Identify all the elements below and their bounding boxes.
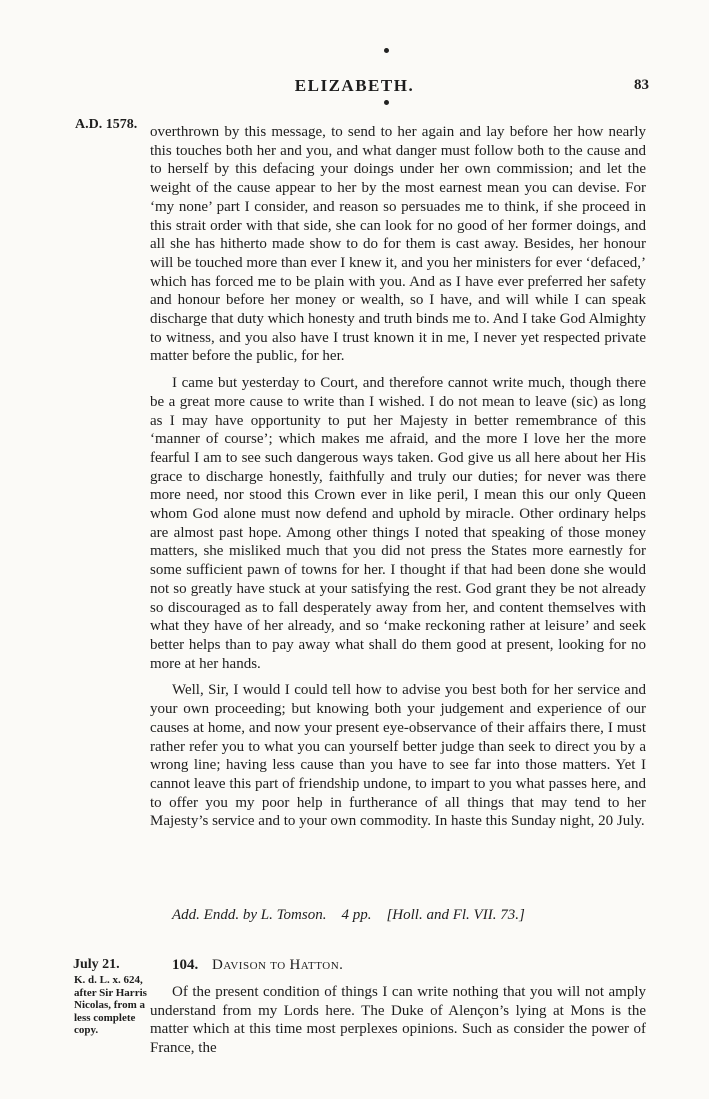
margin-year: A.D. 1578.	[75, 117, 138, 132]
paragraph: Well, Sir, I would I could tell how to advise you best both for her service and your own proceeding; but knowing both your judgement and experience of our causes at home, and now your present eye-observance of their affairs there, I must rather refer you to what you can yourself better judge than seek to direct you by a wrong line; having less cause than you have to see far into those matters. Yet I cannot leave this part of friendship undone, to impart to you what passes here, and to offer you my poor help in furtherance of all things that may tend to her Majesty’s service and to your own commodity. In haste this Sunday night, 20 July.	[150, 682, 646, 830]
letter-to-word: to	[270, 957, 286, 973]
page-number: 83	[634, 77, 649, 93]
running-title: ELIZABETH.	[294, 76, 415, 95]
printer-mark-icon	[384, 48, 389, 53]
letter-to: Hatton.	[289, 957, 344, 973]
source-reference: [Holl. and Fl. VII. 73.]	[386, 907, 525, 923]
letter-number: 104.	[172, 957, 199, 973]
letter-from: Davison	[212, 957, 267, 973]
margin-source-note: K. d. L. x. 624, after Sir Harris Nicolas, from a less complete copy.	[74, 974, 147, 1036]
letter-text	[150, 983, 646, 1058]
paragraph: overthrown by this message, to send to her again and lay before her how nearly this touches both her and you, and what danger must follow both to the cause and to herself by this defacing your doings under her own commission; and let the weight of the cause appear to her by the most earnest mean you can devise. For ‘my none’ part I consider, and reason so persuades me to think, if she proceed in this strait order with that side, she can look for no good of her former doings, and all she has hitherto made show to do for them is cast away. Besides, her honour will be touched more than ever I knew it, and you her ministers for ever ‘defaced,’ which has forced me to be plain with you. And as I have ever preferred her safety and honour before her money or wealth, so I have, and will while I can speak discharge that duty which honesty and truth binds me to. And I take God Almighty to witness, and you also have I trust known it in me, I never yet respected private matter before the public, for her.	[150, 124, 646, 365]
paragraph: I came but yesterday to Court, and therefore cannot write much, though there be a great more cause to write than I wished. I do not mean to leave (sic) as long as I may have opportunity to put her Majesty in better remembrance of this ‘manner of course’; which makes me afraid, and the more I love her the more fearful I am to see such dangerous ways taken. God give us all here about her His grace to discharge honestly, faithfully and truly our duties; for never was there more need, nor stood this Crown ever in like peril, I mean this our only Queen whom God alone must now defend and uphold by miracle. Other ordinary helps are almost past hope. Among other things I noted that speaking of those money matters, she misliked much that you did not press the States more earnestly for some sufficient pawn of towns for her. I thought if that had been done she would not so greatly have stuck at your satisfying the rest. God grant they be not already so discouraged as to fall desperately away from her, and content themselves with what they have of her already, and so ‘make reckoning rather at leisure’ and seek better helps than to pay away what shall do them good at present, looking for no more at her hands.	[150, 375, 646, 672]
letter-heading	[172, 957, 343, 974]
page-count: 4 pp.	[341, 907, 372, 923]
printer-mark-icon	[384, 100, 389, 105]
margin-date: July 21.	[73, 957, 120, 972]
endorsement: Add. Endd. by L. Tomson.	[172, 907, 327, 923]
main-text	[150, 123, 646, 839]
endorsement-line	[172, 907, 652, 924]
paragraph: Of the present condition of things I can write nothing that you will not amply understand from my Lords here. The Duke of Alençon’s lying at Mons is the matter which at this time most perplexes opinions. Such as consider the power of France, the	[150, 984, 646, 1057]
